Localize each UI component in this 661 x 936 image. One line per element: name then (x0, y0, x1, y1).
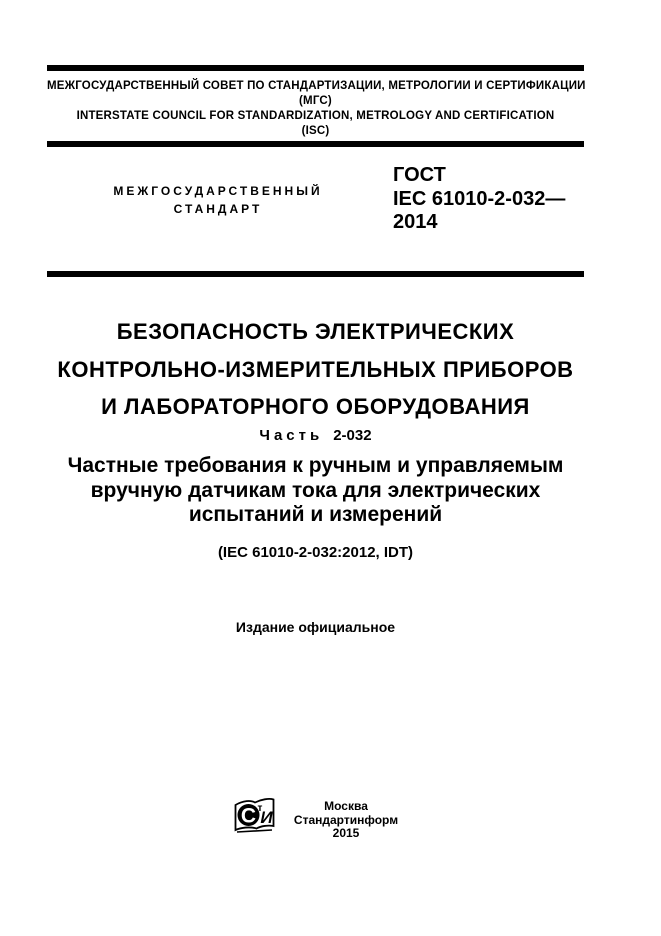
standard-type-line1: МЕЖГОСУДАРСТВЕННЫЙ (113, 184, 323, 198)
imprint-year: 2015 (332, 826, 360, 840)
council-name-ru: МЕЖГОСУДАРСТВЕННЫЙ СОВЕТ ПО СТАНДАРТИЗАЦИИ, МЕТРОЛОГИИ И СЕРТИФИКАЦИИ (47, 80, 586, 92)
standard-type-line2: СТАНДАРТ (173, 202, 263, 216)
logo-letter-c: С (240, 804, 257, 828)
document-subtitle-line3: испытаний и измерений (188, 503, 443, 526)
council-abbr-ru: (МГС) (299, 95, 332, 107)
document-title (47, 313, 584, 426)
part-word: Часть (259, 427, 324, 444)
document-title-line3: И ЛАБОРАТОРНОГО ОБОРУДОВАНИЯ (101, 394, 530, 419)
council-name-en: INTERSTATE COUNCIL FOR STANDARDIZATION, METROLOGY AND CERTIFICATION (76, 110, 555, 122)
standard-type-label (73, 182, 363, 218)
document-title-line2: КОНТРОЛЬНО-ИЗМЕРИТЕЛЬНЫХ ПРИБОРОВ (57, 356, 574, 382)
edition-note: Издание официальное (235, 619, 396, 635)
imprint-publisher: Стандартинформ (293, 812, 399, 827)
document-subtitle (47, 454, 584, 528)
document-subtitle-line1: Частные требования к ручным и управляемым (67, 454, 564, 477)
horizontal-rule-middle (47, 141, 584, 147)
designation-number: IEC 61010-2-032— (393, 187, 566, 210)
part-designation (47, 427, 584, 444)
standard-designation (393, 164, 565, 235)
document-subtitle-line2: вручную датчикам тока для электрических (90, 478, 541, 502)
imprint-text (294, 796, 398, 841)
standartinform-logo (233, 796, 276, 836)
part-number: 2-032 (333, 427, 372, 444)
designation-year: 2014 (393, 211, 438, 233)
horizontal-rule-bottom (47, 271, 584, 277)
council-header (47, 79, 584, 139)
document-title-line1: БЕЗОПАСНОСТЬ ЭЛЕКТРИЧЕСКИХ (116, 319, 515, 344)
logo-book-base (237, 830, 272, 832)
logo-letter-i: И (260, 808, 273, 827)
idt-reference: (IEC 61010-2-032:2012, IDT) (217, 544, 414, 561)
designation-gost: ГОСТ (393, 164, 446, 186)
horizontal-rule-top (47, 65, 584, 71)
logo-letter-t: т (257, 803, 263, 814)
imprint-city: Москва (324, 799, 368, 813)
council-abbr-en: (ISC) (301, 125, 330, 137)
imprint (47, 796, 584, 841)
